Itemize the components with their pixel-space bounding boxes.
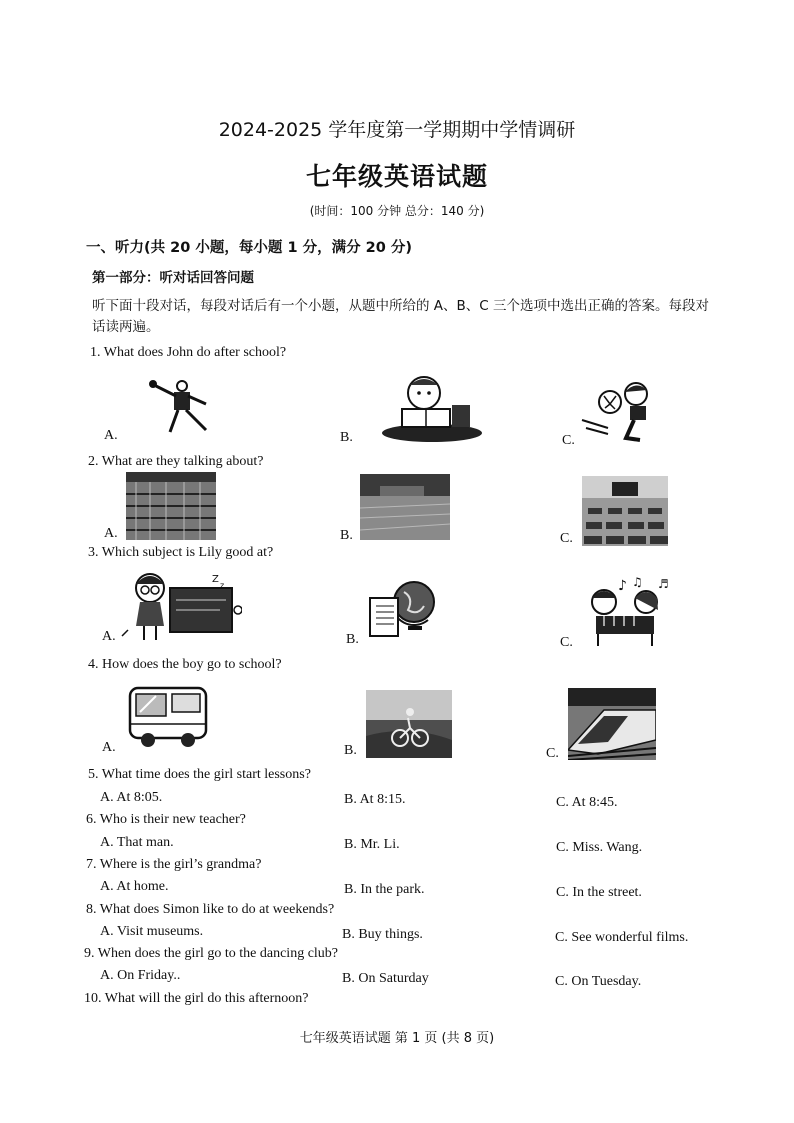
exam-title: 七年级英语试题	[305, 162, 488, 191]
term-title: 2024-2025 学年度第一学期期中学情调研	[218, 119, 576, 141]
page-footer: 七年级英语试题 第 1 页 (共 8 页)	[299, 1031, 495, 1046]
q3-option-b[interactable]: B.	[346, 632, 359, 647]
q5-option-b[interactable]: B. At 8:15.	[344, 792, 406, 807]
library-shelves-picture	[126, 472, 216, 540]
q1-option-c[interactable]: C.	[562, 433, 575, 448]
question-2: 2. What are they talking about?	[88, 454, 264, 469]
q4-option-c[interactable]: C.	[546, 746, 559, 761]
q2-option-b[interactable]: B.	[340, 528, 353, 543]
q4-option-b[interactable]: B.	[344, 743, 357, 758]
question-3: 3. Which subject is Lily good at?	[88, 545, 274, 560]
q5-option-c[interactable]: C. At 8:45.	[556, 795, 618, 810]
question-1: 1. What does John do after school?	[90, 345, 287, 360]
exam-meta: (时间：100 分钟 总分：140 分)	[309, 204, 485, 218]
question-7: 7. Where is the girl’s grandma?	[86, 857, 262, 872]
cyclist-picture	[366, 690, 452, 758]
q8-option-c[interactable]: C. See wonderful films.	[555, 930, 689, 945]
q9-option-c[interactable]: C. On Tuesday.	[555, 974, 642, 989]
q6-option-c[interactable]: C. Miss. Wang.	[556, 840, 643, 855]
q7-option-c[interactable]: C. In the street.	[556, 885, 642, 900]
q3-option-a[interactable]: A.	[102, 629, 116, 644]
girl-at-blackboard-picture	[120, 570, 242, 642]
svg-text:♫: ♫	[632, 576, 643, 589]
question-6: 6. Who is their new teacher?	[86, 812, 246, 827]
q2-option-a[interactable]: A.	[104, 526, 118, 541]
section-heading: 一、听力(共 20 小题，每小题 1 分，满分 20 分)	[86, 240, 412, 256]
q6-option-b[interactable]: B. Mr. Li.	[344, 837, 400, 852]
question-8: 8. What does Simon like to do at weekends?	[86, 902, 335, 917]
q6-option-a[interactable]: A. That man.	[100, 835, 174, 850]
svg-text:♪: ♪	[618, 578, 627, 594]
q2-option-c[interactable]: C.	[560, 531, 573, 546]
question-10: 10. What will the girl do this afternoon?	[84, 991, 309, 1006]
q5-option-a[interactable]: A. At 8:05.	[100, 790, 163, 805]
q8-option-b[interactable]: B. Buy things.	[342, 927, 423, 942]
question-4: 4. How does the boy go to school?	[88, 657, 282, 672]
q4-option-a[interactable]: A.	[102, 740, 116, 755]
svg-text:Z: Z	[212, 574, 219, 585]
q9-option-b[interactable]: B. On Saturday	[342, 971, 429, 986]
children-playing-music-picture	[584, 576, 674, 648]
q7-option-a[interactable]: A. At home.	[100, 879, 169, 894]
school-field-picture	[360, 474, 450, 540]
q1-option-b[interactable]: B.	[340, 430, 353, 445]
q3-option-c[interactable]: C.	[560, 635, 573, 650]
boy-reading-book-picture	[380, 375, 484, 443]
q9-option-a[interactable]: A. On Friday..	[100, 968, 181, 983]
svg-text:z: z	[220, 581, 225, 590]
table-tennis-player-picture	[146, 376, 216, 438]
question-9: 9. When does the girl go to the dancing club?	[84, 946, 339, 961]
svg-text:♬: ♬	[658, 577, 669, 591]
globe-and-books-picture	[368, 576, 438, 640]
q7-option-b[interactable]: B. In the park.	[344, 882, 425, 897]
instructions: 听下面十段对话，每段对话后有一个小题，从题中所给的 A、B、C 三个选项中选出正确的答案。每段对话读两遍。	[92, 298, 710, 335]
q1-option-a[interactable]: A.	[104, 428, 118, 443]
question-5: 5. What time does the girl start lessons?	[88, 767, 311, 782]
q8-option-a[interactable]: A. Visit museums.	[100, 924, 204, 939]
part-title: 第一部分：听对话回答问题	[92, 270, 254, 286]
boy-kicking-football-picture	[578, 380, 668, 446]
train-picture	[568, 688, 656, 760]
bus-picture	[126, 684, 210, 752]
classroom-picture	[582, 476, 668, 546]
